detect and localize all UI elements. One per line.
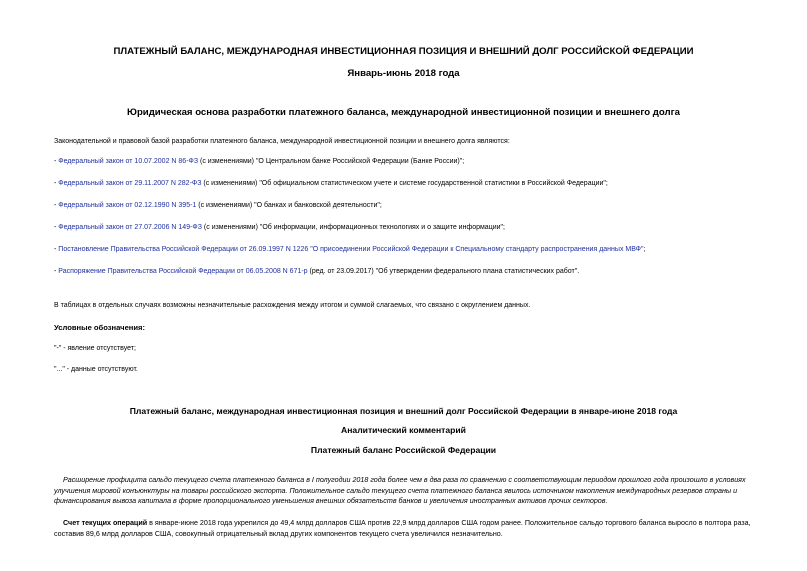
legal-basis-intro: Законодательной и правовой базой разработки платежного баланса, международной инвестиционной позиции и внешнего долга являются:: [54, 138, 510, 145]
list-prefix: -: [54, 158, 59, 165]
law-description: (с изменениями) "О банках и банковской деятельности";: [196, 202, 382, 209]
list-item: [54, 157, 645, 179]
list-prefix: -: [54, 246, 59, 253]
law-link[interactable]: Распоряжение Правительства Российской Федерации от 06.05.2008 N 671-р: [58, 268, 308, 275]
law-link[interactable]: Федеральный закон от 10.07.2002 N 86-ФЗ: [58, 158, 199, 165]
law-description: (ред. от 23.09.2017) "Об утверждении федерального плана статистических работ".: [307, 268, 580, 275]
law-description: (с изменениями) "Об информации, информационных технологиях и о защите информации";: [201, 224, 505, 231]
legal-acts-list: [54, 157, 645, 289]
current-account-text: в январе-июне 2018 года укрепился до 49,4 млрд долларов США против 22,9 млрд долларов США годом ранее. Положительное сальдо торгового баланса выросло в полтора раза, составив 89,6 млрд долларов США, совокупный отрицательный вклад других компонентов текущего счета увеличился незначительно.: [54, 519, 751, 538]
law-description: ;: [643, 246, 646, 253]
list-item: [54, 179, 645, 201]
document-period: Январь-июнь 2018 года: [347, 68, 460, 79]
law-link[interactable]: Федеральный закон от 02.12.1990 N 395-1: [58, 202, 197, 209]
law-description: (с изменениями) "Об официальном статистическом учете и системе государственной статистики в Российской Федерации";: [201, 180, 608, 187]
law-link[interactable]: Федеральный закон от 29.11.2007 N 282-ФЗ: [58, 180, 202, 187]
list-prefix: -: [54, 268, 59, 275]
summary-paragraph: Расширение профицита сальдо текущего счета платежного баланса в I полугодии 2018 года более чем в два раза по сравнению с соответствующим периодом прошлого года произошло в условиях улучшения мировой конъюнктуры на товары российского экспорта. Положительное сальдо текущего счета платежного баланса явилось источником накопления международных резервов страны и финансирования вывоза капитала в форме пропорционального уменьшения внешних обязательств банков и увеличения иностранных активов прочих секторов.: [54, 476, 746, 505]
list-prefix: -: [54, 224, 59, 231]
list-item: [54, 267, 645, 289]
list-prefix: -: [54, 180, 59, 187]
list-item: [54, 245, 645, 267]
commentary-subtitle: Аналитический комментарий: [341, 425, 466, 435]
section-heading: Платежный баланс Российской Федерации: [310, 445, 497, 455]
law-link[interactable]: Постановление Правительства Российской Федерации от 26.09.1997 N 1226 "О присоединении Российской Федерации к Специальному стандарту распространения данных МВФ": [58, 246, 644, 253]
legal-basis-heading: Юридическая основа разработки платежного баланса, международной инвестиционной позиции и внешнего долга: [127, 107, 680, 118]
law-link[interactable]: Федеральный закон от 27.07.2006 N 149-ФЗ: [58, 224, 202, 231]
list-item: [54, 201, 645, 223]
rounding-note: В таблицах в отдельных случаях возможны незначительные расхождения между итогом и суммой слагаемых, что связано с округлением данных.: [54, 302, 531, 309]
commentary-title: Платежный баланс, международная инвестиционная позиция и внешний долг Российской Федерации в январе-июне 2018 года: [129, 406, 678, 416]
document-title: ПЛАТЕЖНЫЙ БАЛАНС, МЕЖДУНАРОДНАЯ ИНВЕСТИЦИОННАЯ ПОЗИЦИЯ И ВНЕШНИЙ ДОЛГ РОССИЙСКОЙ ФЕДЕРАЦИИ: [113, 46, 694, 57]
list-item: [54, 223, 645, 245]
legend-heading: Условные обозначения:: [54, 323, 146, 332]
legend-item-ellipsis: "..." - данные отсутствуют.: [54, 366, 138, 373]
law-description: (с изменениями) "О Центральном банке Российской Федерации (Банке России)";: [198, 158, 465, 165]
current-account-paragraph: [54, 518, 775, 539]
current-account-term: Счет текущих операций: [63, 519, 148, 527]
legend-item-dash: "-" - явление отсутствует;: [54, 345, 136, 352]
list-prefix: -: [54, 202, 59, 209]
